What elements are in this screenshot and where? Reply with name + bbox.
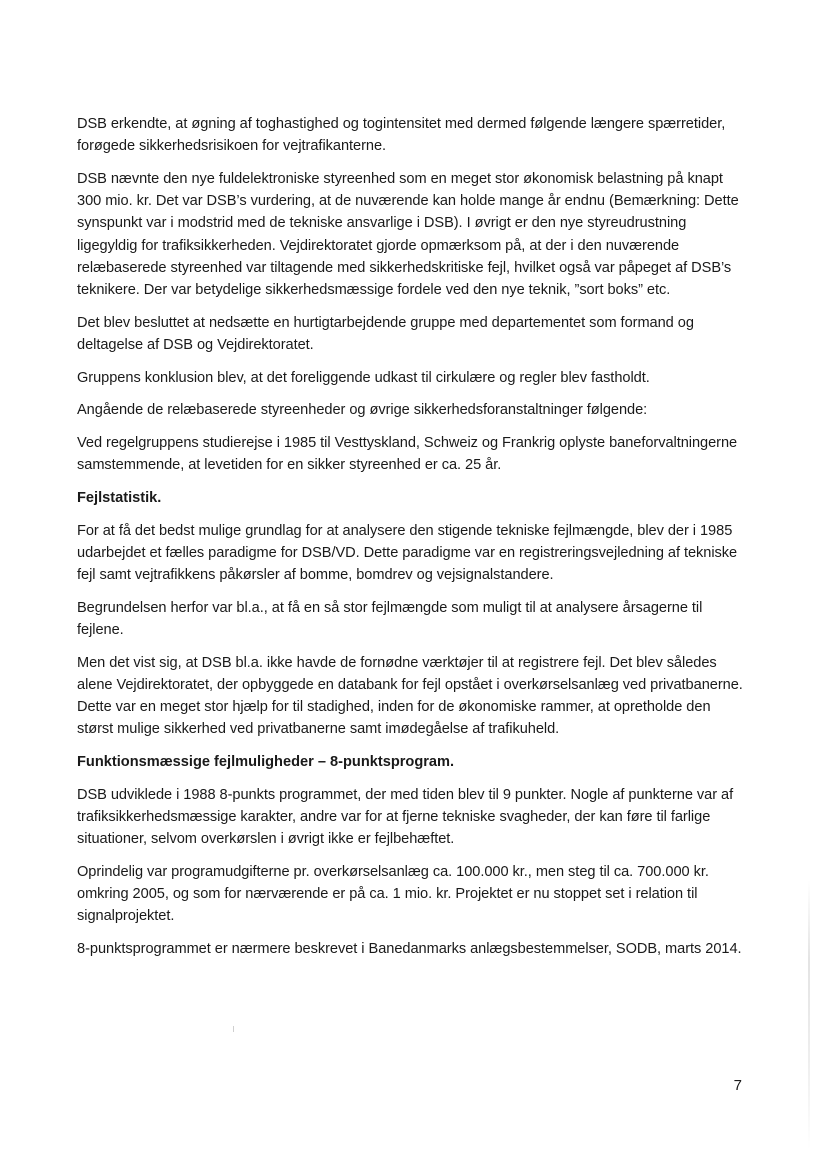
- paragraph-8-point-development: DSB udviklede i 1988 8-punkts programmet, der med tiden blev til 9 punkter. Nogle af punkterne var af trafiksikkerhedsmæssige karakter, andre var for at fjerne tekniske svagheder, der kan føre til farlige situationer, selvom overkørslen i øvrigt ikke er fejlbehæftet.: [77, 786, 734, 847]
- document-body: [77, 113, 745, 971]
- page-number: 7: [733, 1077, 742, 1094]
- scan-speck: [233, 1026, 234, 1032]
- paragraph-program-costs: Oprindelig var programudgifterne pr. overkørselsanlæg ca. 100.000 kr., men steg til ca. 700.000 kr. omkring 2005, og som for nærværende er på ca. 1 mio. kr. Projektet er nu stoppet set i relation til signalprojektet.: [77, 863, 709, 925]
- paragraph-common-paradigm: For at få det bedst mulige grundlag for at analysere den stigende tekniske fejlmængde, blev der i 1985 udarbejdet et fælles paradigme for DSB/VD. Dette paradigme var en registreringsvejledning af tekniske fejl samt vejtrafikkens påkørsler af bomme, bomdrev og vejsignalstandere.: [77, 522, 738, 583]
- paragraph-group-conclusion: Gruppens konklusion blev, at det foreliggende udkast til cirkulære og regler blev fastholdt.: [77, 369, 650, 386]
- paragraph-databank: Men det vist sig, at DSB bl.a. ikke havde de fornødne værktøjer til at registrere fejl. Det blev således alene Vejdirektoratet, der opbyggede en databank for fejl opstået i overkørselsanlæg ved privatbanerne. Dette var en meget stor hjælp for til stadighed, inden for de økonomiske rammer, at opretholde den størst mulige sikkerhed ved privatbanerne samt imødegåelse af trafikuheld.: [77, 654, 743, 738]
- section-heading-fault-statistics: Fejlstatistik.: [77, 489, 162, 506]
- scan-edge-mark: [808, 880, 810, 1150]
- paragraph-relay-units: Angående de relæbaserede styreenheder og øvrige sikkerhedsforanstaltninger følgende:: [77, 402, 648, 419]
- paragraph-banedanmark-reference: 8-punktsprogrammet er nærmere beskrevet i Banedanmarks anlægsbestemmelser, SODB, marts 2014.: [77, 940, 742, 957]
- paragraph-study-trip: Ved regelgruppens studierejse i 1985 til Vesttyskland, Schweiz og Frankrig oplyste baneforvaltningerne samstemmende, at levetiden for en sikker styreenhed er ca. 25 år.: [77, 434, 738, 474]
- paragraph-working-group: Det blev besluttet at nedsætte en hurtigtarbejdende gruppe med departementet som formand og deltagelse af DSB og Vejdirektoratet.: [77, 314, 694, 353]
- paragraph-reasoning: Begrundelsen herfor var bl.a., at få en så stor fejlmængde som muligt til at analysere årsagerne til fejlene.: [77, 599, 703, 638]
- section-heading-8-point-program: Funktionsmæssige fejlmuligheder – 8-punktsprogram.: [77, 753, 455, 770]
- paragraph-electronic-control-unit: DSB nævnte den nye fuldelektroniske styreenhed som en meget stor økonomisk belastning på knapt 300 mio. kr. Det var DSB’s vurdering, at de nuværende kan holde mange år endnu (Bemærkning: Dette synspunkt var i modstrid med de tekniske ansvarlige i DSB). I øvrigt er den nye styreudrustning ligegyldig for trafiksikkerheden. Vejdirektoratet gjorde opmærksom på, at der i den nuværende relæbaserede styreenhed var tiltagende med sikkerhedskritiske fejl, hvilket også var påpeget af DSB’s teknikere. Der var betydelige sikkerhedsmæssige fordele ved den nye teknik, ”sort boks” etc.: [77, 170, 739, 298]
- paragraph-dsb-acknowledged: DSB erkendte, at øgning af toghastighed og togintensitet med dermed følgende længere spærretider, forøgede sikkerhedsrisikoen for vejtrafikanterne.: [77, 116, 726, 155]
